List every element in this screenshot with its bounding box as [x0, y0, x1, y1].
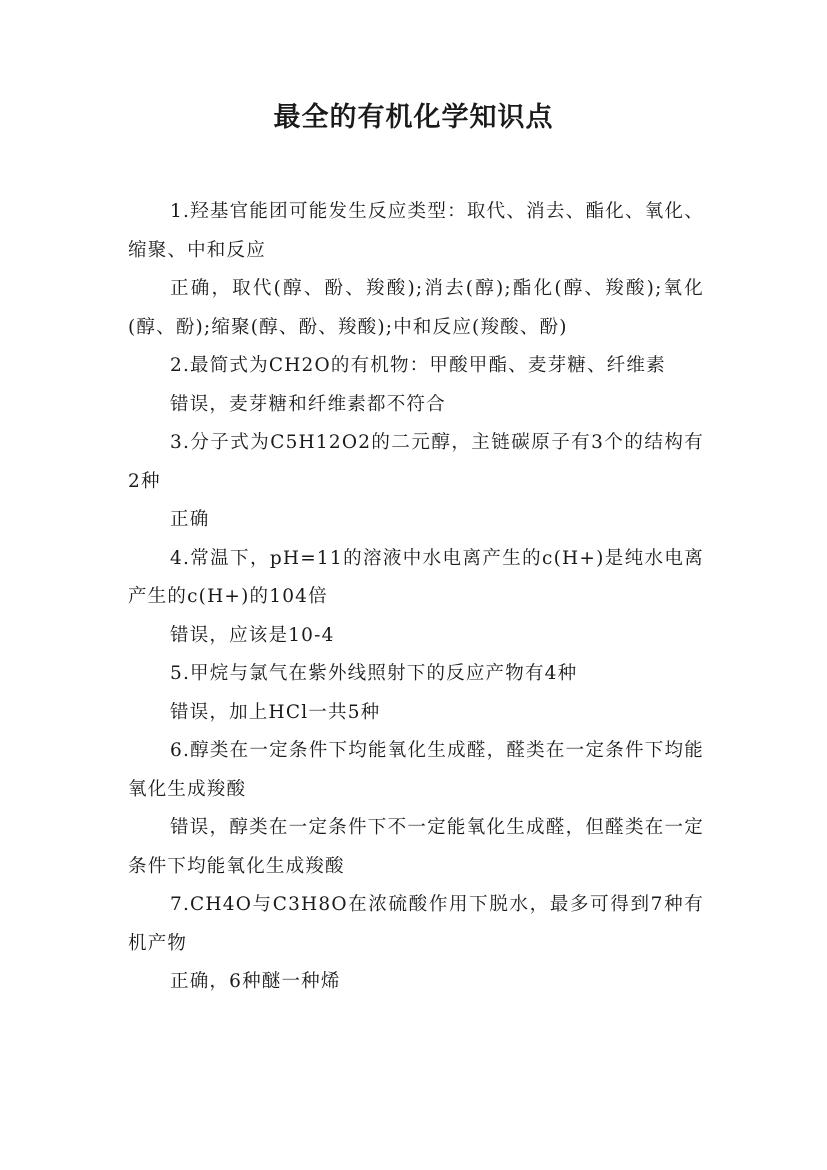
document-title: 最全的有机化学知识点: [273, 102, 554, 133]
question-7: 7.CH4O与C3H8O在浓硫酸作用下脱水，最多可得到7种有机产物: [128, 894, 704, 954]
question-1: 1.羟基官能团可能发生反应类型：取代、消去、酯化、氧化、缩聚、中和反应: [128, 201, 704, 261]
question-5: 5.甲烷与氯气在紫外线照射下的反应产物有4种: [170, 663, 578, 684]
question-4: 4.常温下，pH=11的溶液中水电离产生的c(H+)是纯水电离产生的c(H+)的104倍: [128, 547, 704, 607]
question-2: 2.最简式为CH2O的有机物：甲酸甲酯、麦芽糖、纤维素: [170, 355, 666, 376]
document-body: [128, 193, 704, 1002]
question-6: 6.醇类在一定条件下均能氧化生成醛，醛类在一定条件下均能氧化生成羧酸: [128, 740, 704, 800]
answer-2: 错误，麦芽糖和纤维素都不符合: [170, 393, 446, 415]
question-3: 3.分子式为C5H12O2的二元醇，主链碳原子有3个的结构有2种: [128, 432, 704, 492]
answer-3: 正确: [170, 509, 210, 530]
answer-7: 正确，6种醚一种烯: [170, 971, 341, 992]
answer-5: 错误，加上HCl一共5种: [170, 701, 381, 723]
answer-1: 正确，取代(醇、酚、羧酸);消去(醇);酯化(醇、羧酸);氧化(醇、酚);缩聚(醇、酚、羧酸);中和反应(羧酸、酚): [128, 278, 704, 338]
answer-6: 错误，醇类在一定条件下不一定能氧化生成醛，但醛类在一定条件下均能氧化生成羧酸: [128, 817, 704, 877]
answer-4: 错误，应该是10-4: [170, 624, 335, 646]
